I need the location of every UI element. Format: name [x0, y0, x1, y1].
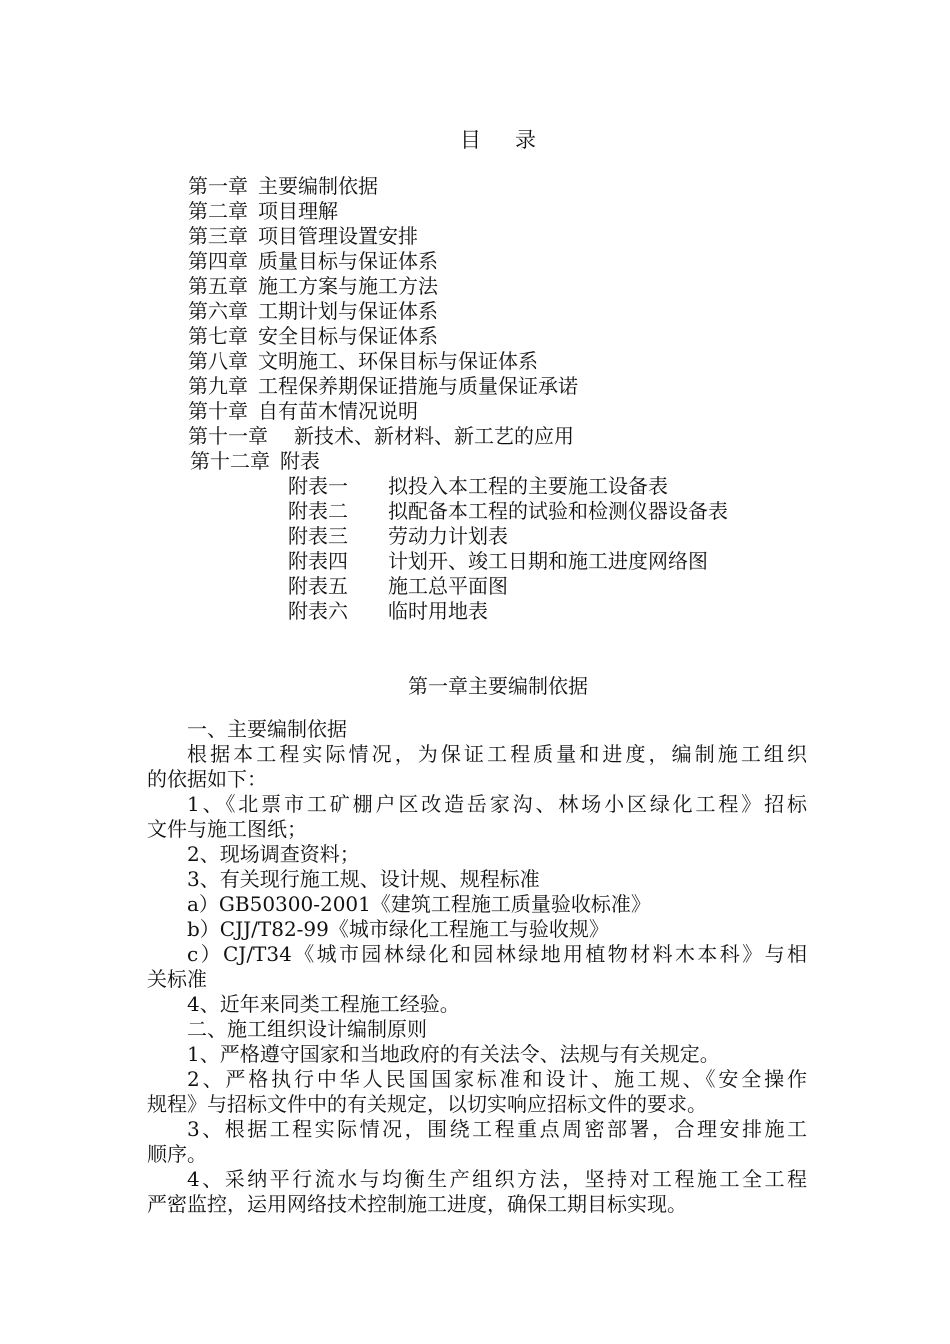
- toc-chapter-label: 第十章: [188, 399, 248, 423]
- toc-chapter-title: 自有苗木情况说明: [258, 399, 418, 423]
- toc-chapter-label: 第四章: [188, 249, 248, 273]
- toc-chapter-label: 第七章: [188, 324, 248, 348]
- toc-chapter-title: 新技术、新材料、新工艺的应用: [294, 424, 574, 448]
- paragraph-line: a）GB50300-2001《建筑工程施工质量验收标准》: [187, 892, 651, 916]
- toc-chapter-label: 第六章: [188, 299, 248, 323]
- toc-chapter-title: 工程保养期保证措施与质量保证承诺: [258, 374, 578, 398]
- toc-chapter-11[interactable]: [188, 424, 574, 449]
- paragraph-line: 4、近年来同类工程施工经验。: [187, 992, 460, 1016]
- toc-chapter-title: 工期计划与保证体系: [258, 299, 438, 323]
- toc-appendix-title: 临时用地表: [388, 599, 488, 623]
- paragraph-line: 3、根据工程实际情况，围绕工程重点周密部署，合理安排施工: [187, 1117, 807, 1141]
- toc-appendix-label: 附表一: [288, 474, 348, 498]
- paragraph-line: 文件与施工图纸；: [147, 817, 307, 841]
- toc-chapter-9[interactable]: [188, 374, 578, 399]
- toc-chapter-label: 第一章: [188, 174, 248, 198]
- paragraph-line: b）CJJ/T82-99《城市绿化工程施工与验收规》: [187, 917, 609, 941]
- toc-appendix-label: 附表四: [288, 549, 348, 573]
- toc-chapter-title: 安全目标与保证体系: [258, 324, 438, 348]
- paragraph-line: 根据本工程实际情况，为保证工程质量和进度，编制施工组织: [187, 742, 807, 766]
- paragraph-line: c）CJ/T34《城市园林绿化和园林绿地用植物材料木本科》与相: [187, 942, 807, 966]
- paragraph-line: 1、《北票市工矿棚户区改造岳家沟、林场小区绿化工程》招标: [187, 792, 807, 816]
- toc-appendix-title: 劳动力计划表: [388, 524, 508, 548]
- toc-chapter-3[interactable]: [188, 224, 418, 249]
- paragraph-line: 的依据如下：: [147, 767, 267, 791]
- paragraph-line: 关标准: [147, 967, 207, 991]
- toc-title-char: 录: [515, 128, 536, 152]
- toc-chapter-title: 附表: [280, 449, 320, 473]
- toc-title: [0, 124, 950, 154]
- toc-appendix-title: 计划开、竣工日期和施工进度网络图: [388, 549, 708, 573]
- toc-appendix-label: 附表二: [288, 499, 348, 523]
- toc-chapter-label: 第五章: [188, 274, 248, 298]
- paragraph-line: 2、现场调查资料；: [187, 842, 360, 866]
- toc-chapter-7[interactable]: [188, 324, 438, 349]
- paragraph-line: 2、严格执行中华人民国国家标准和设计、施工规、《安全操作: [187, 1067, 807, 1091]
- toc-chapter-label: 第八章: [188, 349, 248, 373]
- toc-chapter-title: 项目理解: [258, 199, 338, 223]
- toc-chapter-title: 项目管理设置安排: [258, 224, 418, 248]
- paragraph-line: 规程》与招标文件中的有关规定，以切实响应招标文件的要求。: [147, 1092, 707, 1116]
- toc-appendix-title: 拟配备本工程的试验和检测仪器设备表: [388, 499, 728, 523]
- paragraph-line: 顺序。: [147, 1142, 207, 1166]
- toc-chapter-label: 第十一章: [188, 424, 268, 448]
- heading-line: 一、主要编制依据: [187, 717, 347, 741]
- toc-appendix-title: 施工总平面图: [388, 574, 508, 598]
- paragraph-line: 4、采纳平行流水与均衡生产组织方法，坚持对工程施工全工程: [187, 1167, 807, 1191]
- heading-line: 二、施工组织设计编制原则: [187, 1017, 427, 1041]
- toc-chapter-label: 第十二章: [190, 449, 270, 473]
- toc-appendix-label: 附表三: [288, 524, 348, 548]
- toc-chapter-12[interactable]: [190, 449, 320, 474]
- toc-chapter-label: 第三章: [188, 224, 248, 248]
- toc-chapter-label: 第九章: [188, 374, 248, 398]
- toc-chapter-2[interactable]: [188, 199, 338, 224]
- paragraph-line: 1、严格遵守国家和当地政府的有关法令、法规与有关规定。: [187, 1042, 720, 1066]
- toc-chapter-title: 主要编制依据: [258, 174, 378, 198]
- toc-appendix-5[interactable]: [288, 574, 508, 599]
- toc-appendix-4[interactable]: [288, 549, 708, 574]
- toc-appendix-2[interactable]: [288, 499, 728, 524]
- toc-chapter-4[interactable]: [188, 249, 438, 274]
- toc-appendix-6[interactable]: [288, 599, 488, 624]
- paragraph-line: 严密监控，运用网络技术控制施工进度，确保工期目标实现。: [147, 1192, 687, 1216]
- paragraph-line: 3、有关现行施工规、设计规、规程标准: [187, 867, 540, 891]
- toc-chapter-10[interactable]: [188, 399, 418, 424]
- toc-chapter-title: 文明施工、环保目标与保证体系: [258, 349, 538, 373]
- toc-chapter-title: 质量目标与保证体系: [258, 249, 438, 273]
- toc-chapter-title: 施工方案与施工方法: [258, 274, 438, 298]
- toc-chapter-6[interactable]: [188, 299, 438, 324]
- toc-chapter-5[interactable]: [188, 274, 438, 299]
- toc-appendix-3[interactable]: [288, 524, 508, 549]
- toc-appendix-label: 附表六: [288, 599, 348, 623]
- toc-title-char: 目: [460, 128, 481, 152]
- toc-chapter-label: 第二章: [188, 199, 248, 223]
- toc-appendix-1[interactable]: [288, 474, 668, 499]
- toc-chapter-1[interactable]: [188, 174, 378, 199]
- toc-chapter-8[interactable]: [188, 349, 538, 374]
- toc-appendix-title: 拟投入本工程的主要施工设备表: [388, 474, 668, 498]
- section-title: 第一章主要编制依据: [408, 674, 588, 698]
- toc-appendix-label: 附表五: [288, 574, 348, 598]
